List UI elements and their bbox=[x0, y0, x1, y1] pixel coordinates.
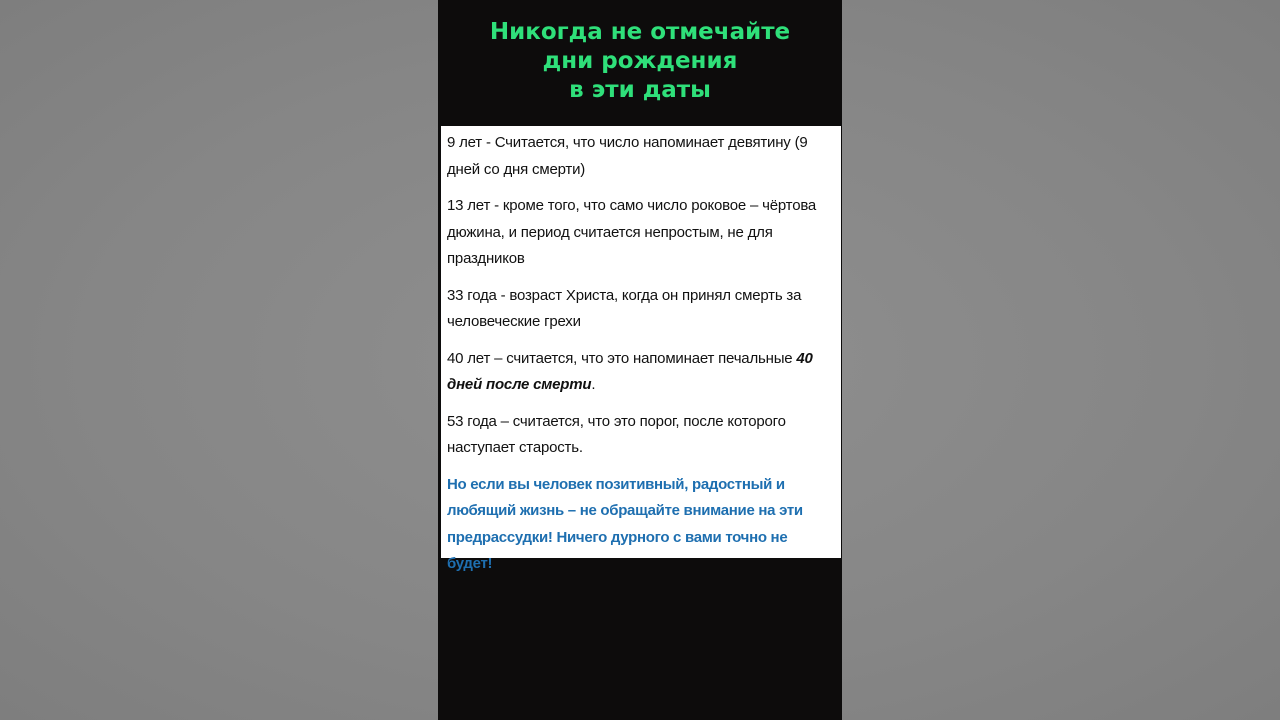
list-item-13: 13 лет - кроме того, что само число роковое – чёртова дюжина, и период считается непростым, не для праздников bbox=[447, 197, 817, 267]
list-item-40-emphasis: 40 дней после смерти bbox=[447, 349, 813, 393]
list-item-40-end: . bbox=[591, 376, 596, 393]
page-title bbox=[438, 18, 842, 105]
video-frame bbox=[438, 0, 842, 720]
list-item-9: 9 лет - Считается, что число напоминает девятину (9 дней со дня смерти) bbox=[447, 134, 808, 178]
title-line-3: в эти даты bbox=[569, 77, 711, 103]
text-card bbox=[441, 126, 841, 572]
closing-note: Но если вы человек позитивный, радостный и любящий жизнь – не обращайте внимание на эти предрассудки! Ничего дурного с вами точно не будет! bbox=[447, 475, 803, 572]
title-line-2: дни рождения bbox=[542, 48, 738, 74]
list-item-40 bbox=[447, 346, 835, 399]
list-item-53: 53 года – считается, что это порог, после которого наступает старость. bbox=[447, 412, 786, 456]
title-line-1: Никогда не отмечайте bbox=[489, 19, 791, 45]
list-item-40-text: 40 лет – считается, что это напоминает печальные bbox=[447, 349, 797, 367]
list-item-33: 33 года - возраст Христа, когда он принял смерть за человеческие грехи bbox=[447, 286, 802, 330]
